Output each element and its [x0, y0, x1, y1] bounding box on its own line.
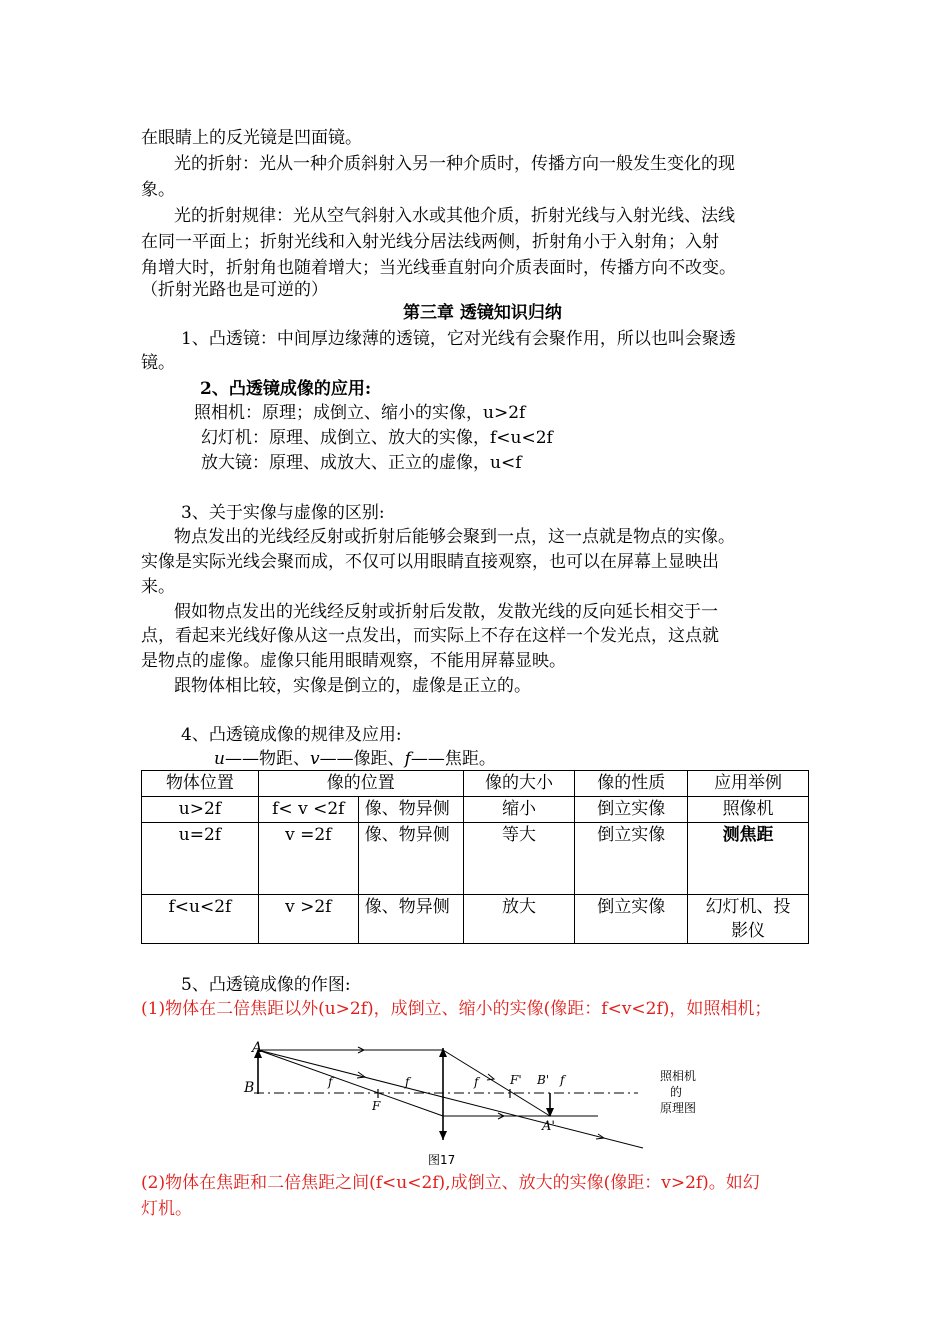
cell-image-size: 放大 [463, 895, 575, 944]
cell-image-side: 像、物异侧 [358, 823, 463, 895]
variable-legend [214, 746, 496, 772]
real-image-line3: 来。 [141, 577, 175, 597]
header-image-size: 像的大小 [463, 771, 575, 797]
header-image-nature: 像的性质 [575, 771, 688, 797]
cell-image-distance: v >2f [258, 895, 358, 944]
cell-image-side: 像、物异侧 [358, 797, 463, 823]
cell-object-position: u=2f [142, 823, 259, 895]
label-A: A [252, 1040, 263, 1056]
label-f-4: f [560, 1073, 565, 1087]
diagram-note-line2: 的 [670, 1085, 683, 1099]
cell-application: 幻灯机、投影仪 [688, 895, 809, 944]
convex-lens-definition-line1: 1、凸透镜：中间厚边缘薄的透镜，它对光线有会聚作用，所以也叫会聚透 [181, 329, 736, 349]
header-image-position: 像的位置 [258, 771, 463, 797]
application-camera: 照相机：原理；成倒立、缩小的实像，u>2f [194, 403, 526, 423]
legend-u-symbol: u [214, 749, 225, 769]
label-F-prime: F' [510, 1073, 522, 1087]
header-application: 应用举例 [688, 771, 809, 797]
paragraph-refraction-law-line1: 光的折射规律：光从空气斜射入水或其他介质，折射光线与入射光线、法线 [174, 206, 735, 226]
cell-application: 测焦距 [688, 823, 809, 895]
lens-bottom-arrow [439, 1131, 447, 1140]
paragraph-refraction-line2: 象。 [141, 180, 175, 200]
label-B-prime: B' [537, 1073, 550, 1087]
real-image-line1: 物点发出的光线经反射或折射后能够会聚到一点，这一点就是物点的实像。 [174, 527, 735, 547]
label-F: F [372, 1099, 381, 1113]
section-lens-applications-heading: 2、凸透镜成像的应用: [200, 379, 372, 399]
cell-image-distance: v =2f [258, 823, 358, 895]
application-magnifier: 放大镜：原理、成放大、正立的虚像，u<f [201, 453, 522, 473]
cell-image-nature: 倒立实像 [575, 823, 688, 895]
ray-through-center [258, 1050, 643, 1148]
paragraph-refraction-line1: 光的折射：光从一种介质斜射入另一种介质时，传播方向一般发生变化的现 [174, 154, 735, 174]
figure-caption: 图17 [428, 1153, 456, 1167]
application-projector: 幻灯机：原理、成倒立、放大的实像，f<u<2f [201, 428, 553, 448]
paragraph-refraction-law-line3: 角增大时，折射角也随着增大；当光线垂直射向介质表面时，传播方向不改变。 [141, 258, 736, 278]
table-row [142, 797, 809, 823]
label-f-3: f [474, 1075, 479, 1089]
lens-top-arrow [439, 1048, 447, 1057]
legend-u-text: ——物距、 [224, 749, 310, 769]
legend-f-text: ——焦距。 [410, 749, 496, 769]
section-ray-diagram-heading: 5、凸透镜成像的作图: [181, 975, 351, 995]
label-f-2: f [405, 1075, 410, 1089]
virtual-image-line2: 点，看起来光线好像从这一点发出，而实际上不存在这样一个发光点，这点就 [141, 626, 719, 646]
cell-image-size: 缩小 [463, 797, 575, 823]
cell-image-nature: 倒立实像 [575, 797, 688, 823]
label-B: B [244, 1080, 255, 1096]
paragraph-refraction-law-line2: 在同一平面上；折射光线和入射光线分居法线两侧，折射角小于入射角；入射 [141, 232, 719, 252]
diagram-note-line3: 原理图 [660, 1101, 697, 1115]
label-A-prime: A' [542, 1119, 555, 1134]
table-header-row [142, 771, 809, 797]
case1-description: (1)物体在二倍焦距以外(u>2f)，成倒立、缩小的实像(像距：f<v<2f)，如照相机； [141, 999, 772, 1019]
header-object-position: 物体位置 [142, 771, 259, 797]
ray-through-focus [258, 1050, 443, 1116]
table-row [142, 895, 809, 944]
cell-image-distance: f< v <2f [258, 797, 358, 823]
comparison-line: 跟物体相比较，实像是倒立的，虚像是正立的。 [174, 676, 531, 696]
case2-description-line1: (2)物体在焦距和二倍焦距之间(f<u<2f),成倒立、放大的实像(像距：v>2f)。如幻 [141, 1173, 760, 1193]
legend-v-text: ——像距、 [319, 749, 405, 769]
cell-image-nature: 倒立实像 [575, 895, 688, 944]
legend-v-symbol: v [309, 749, 320, 769]
virtual-image-line1: 假如物点发出的光线经反射或折射后发散，发散光线的反向延长相交于一 [174, 602, 718, 622]
camera-ray-diagram [238, 1036, 718, 1168]
cell-object-position: f<u<2f [142, 895, 259, 944]
table-row [142, 823, 809, 895]
legend-f-symbol: f [404, 749, 411, 769]
section-imaging-rules-heading: 4、凸透镜成像的规律及应用: [181, 725, 402, 745]
ray-refracted-1 [443, 1050, 550, 1116]
virtual-image-line3: 是物点的虚像。虚像只能用眼睛观察，不能用屏幕显映。 [141, 651, 566, 671]
chapter-title: 第三章 透镜知识归纳 [403, 303, 562, 323]
paragraph-concave-mirror: 在眼睛上的反光镜是凹面镜。 [141, 128, 362, 148]
cell-object-position: u>2f [142, 797, 259, 823]
diagram-note-line1: 照相机 [660, 1069, 697, 1083]
real-image-line2: 实像是实际光线会聚而成，不仅可以用眼睛直接观察，也可以在屏幕上显映出 [141, 552, 719, 572]
paragraph-refraction-law-line4: （折射光路也是可逆的） [141, 280, 328, 300]
cell-application: 照像机 [688, 797, 809, 823]
convex-lens-definition-line2: 镜。 [141, 353, 175, 373]
case2-description-line2: 灯机。 [141, 1199, 192, 1219]
section-real-virtual-heading: 3、关于实像与虚像的区别: [181, 503, 385, 523]
label-f-1: f [328, 1075, 333, 1089]
imaging-rules-table [141, 770, 809, 944]
cell-image-side: 像、物异侧 [358, 895, 463, 944]
cell-image-size: 等大 [463, 823, 575, 895]
